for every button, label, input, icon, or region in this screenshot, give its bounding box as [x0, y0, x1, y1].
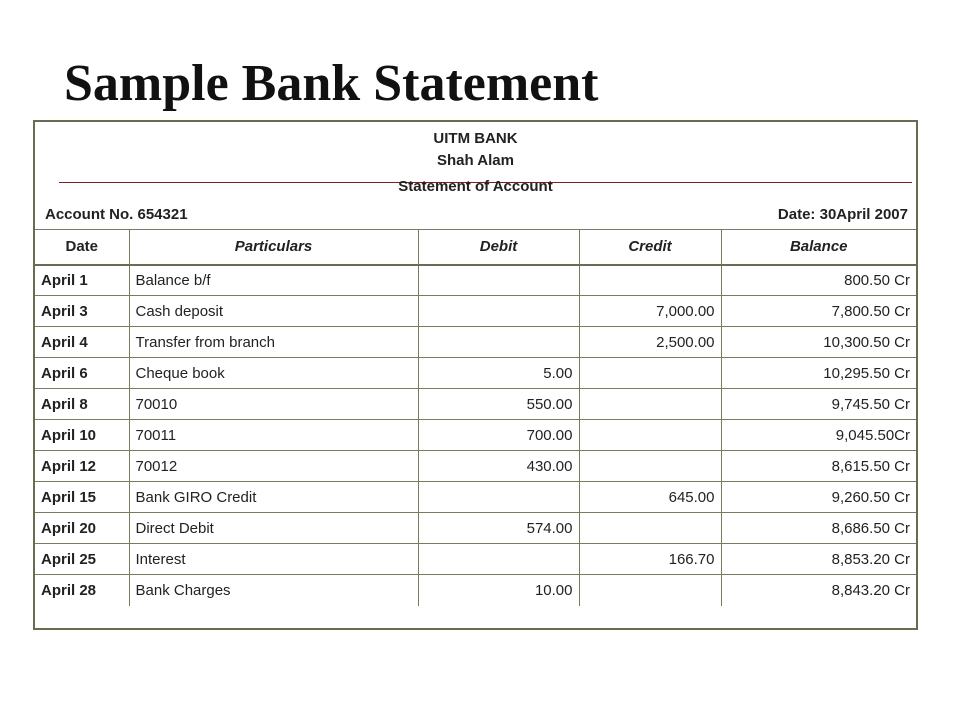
cell-balance: 8,615.50 Cr [721, 451, 916, 482]
cell-balance: 800.50 Cr [721, 265, 916, 296]
transactions-table [35, 229, 916, 606]
cell-date: April 15 [35, 482, 129, 513]
cell-date: April 8 [35, 389, 129, 420]
cell-balance: 7,800.50 Cr [721, 296, 916, 327]
column-header-particulars: Particulars [129, 230, 418, 265]
cell-balance: 9,260.50 Cr [721, 482, 916, 513]
cell-date: April 12 [35, 451, 129, 482]
cell-debit: 700.00 [418, 420, 579, 451]
cell-debit: 10.00 [418, 575, 579, 606]
cell-balance: 8,686.50 Cr [721, 513, 916, 544]
cell-particulars: 70011 [129, 420, 418, 451]
cell-particulars: 70012 [129, 451, 418, 482]
cell-particulars: Interest [129, 544, 418, 575]
cell-date: April 10 [35, 420, 129, 451]
table-row [35, 265, 916, 296]
cell-debit [418, 544, 579, 575]
cell-particulars: Direct Debit [129, 513, 418, 544]
table-row [35, 482, 916, 513]
cell-balance: 8,853.20 Cr [721, 544, 916, 575]
table-row [35, 575, 916, 606]
cell-credit: 2,500.00 [579, 327, 721, 358]
cell-balance: 10,300.50 Cr [721, 327, 916, 358]
cell-debit [418, 327, 579, 358]
statement-box [33, 120, 918, 630]
cell-debit [418, 296, 579, 327]
cell-date: April 6 [35, 358, 129, 389]
cell-debit [418, 265, 579, 296]
cell-date: April 28 [35, 575, 129, 606]
cell-particulars: Cash deposit [129, 296, 418, 327]
cell-particulars: Balance b/f [129, 265, 418, 296]
table-row [35, 420, 916, 451]
column-header-date: Date [35, 230, 129, 265]
cell-credit [579, 575, 721, 606]
page-title: Sample Bank Statement [64, 55, 599, 112]
table-row [35, 544, 916, 575]
column-header-debit: Debit [418, 230, 579, 265]
bank-name: UITM BANK [433, 130, 518, 147]
table-row [35, 451, 916, 482]
cell-particulars: Bank GIRO Credit [129, 482, 418, 513]
cell-credit [579, 420, 721, 451]
table-row [35, 358, 916, 389]
cell-particulars: Cheque book [129, 358, 418, 389]
cell-debit [418, 482, 579, 513]
cell-particulars: Transfer from branch [129, 327, 418, 358]
cell-debit: 574.00 [418, 513, 579, 544]
column-header-credit: Credit [579, 230, 721, 265]
cell-credit [579, 513, 721, 544]
cell-date: April 1 [35, 265, 129, 296]
cell-credit: 7,000.00 [579, 296, 721, 327]
table-header-row [35, 230, 916, 265]
cell-particulars: Bank Charges [129, 575, 418, 606]
cell-debit: 550.00 [418, 389, 579, 420]
cell-particulars: 70010 [129, 389, 418, 420]
column-header-balance: Balance [721, 230, 916, 265]
cell-credit [579, 265, 721, 296]
account-number: Account No. 654321 [45, 206, 188, 223]
table-row [35, 389, 916, 420]
cell-balance: 8,843.20 Cr [721, 575, 916, 606]
cell-credit: 166.70 [579, 544, 721, 575]
cell-credit [579, 451, 721, 482]
cell-date: April 4 [35, 327, 129, 358]
table-row [35, 327, 916, 358]
transactions-body [35, 265, 916, 606]
cell-debit: 430.00 [418, 451, 579, 482]
table-row [35, 296, 916, 327]
cell-debit: 5.00 [418, 358, 579, 389]
cell-date: April 3 [35, 296, 129, 327]
cell-balance: 9,745.50 Cr [721, 389, 916, 420]
statement-title: Statement of Account [398, 178, 553, 195]
cell-credit [579, 358, 721, 389]
cell-date: April 25 [35, 544, 129, 575]
cell-credit: 645.00 [579, 482, 721, 513]
cell-balance: 9,045.50Cr [721, 420, 916, 451]
cell-date: April 20 [35, 513, 129, 544]
statement-date: Date: 30April 2007 [777, 206, 908, 223]
branch-name: Shah Alam [437, 152, 514, 169]
cell-balance: 10,295.50 Cr [721, 358, 916, 389]
cell-credit [579, 389, 721, 420]
table-row [35, 513, 916, 544]
